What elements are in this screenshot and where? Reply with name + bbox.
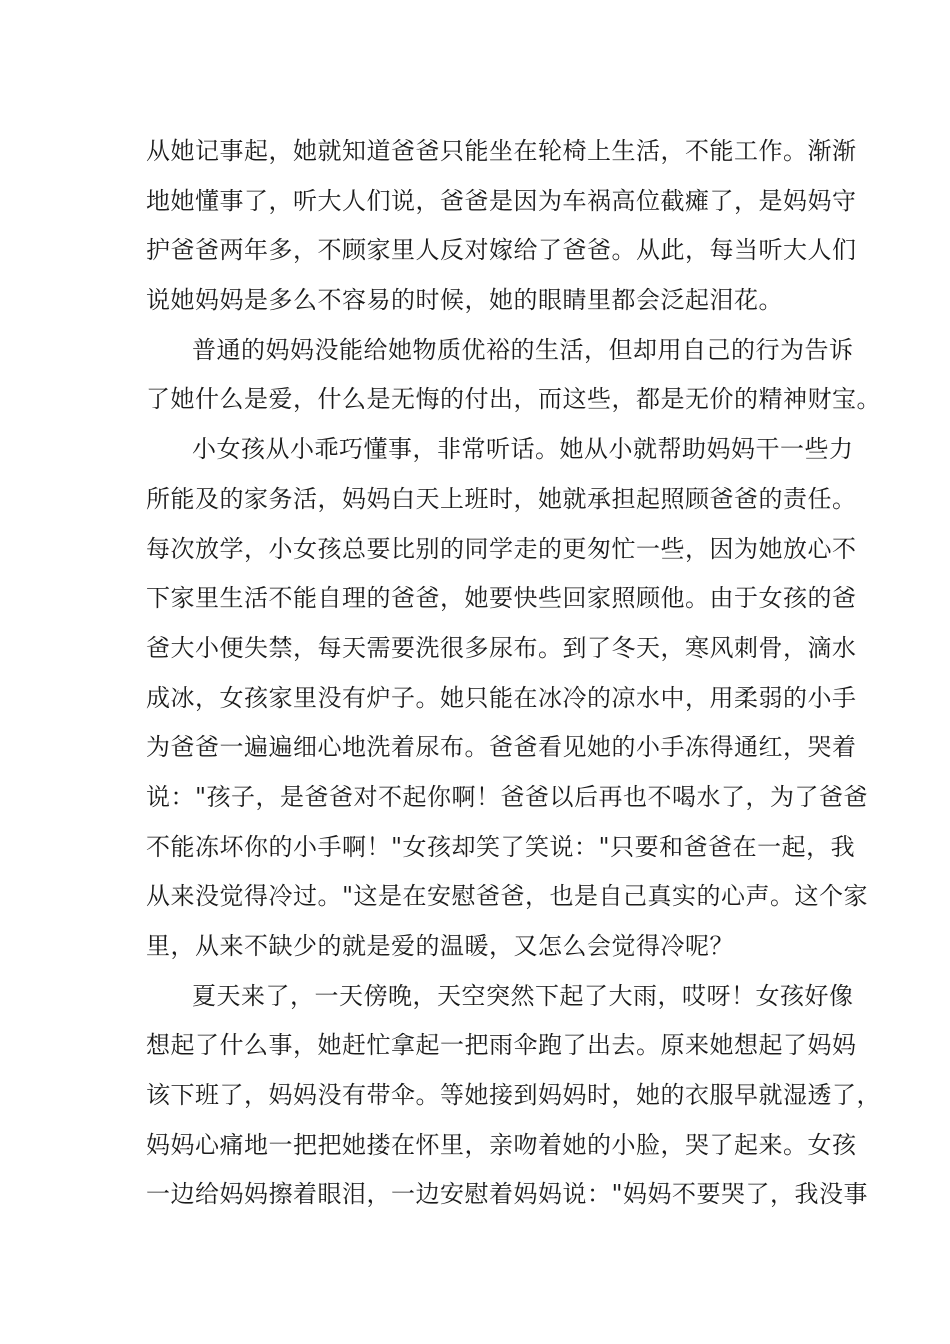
- text-line: 小女孩从小乖巧懂事，非常听话。她从小就帮助妈妈干一些力: [192, 435, 854, 464]
- text-line: 普通的妈妈没能给她物质优裕的生活，但却用自己的行为告诉: [192, 335, 854, 364]
- text-line: 夏天来了，一天傍晚，天空突然下起了大雨，哎呀！女孩好像: [192, 981, 854, 1010]
- text-line: 爸大小便失禁，每天需要洗很多尿布。到了冬天，寒风刺骨，滴水: [146, 633, 857, 662]
- text-line: 了她什么是爱，什么是无悔的付出，而这些，都是无价的精神财宝。: [146, 385, 881, 414]
- text-line: 不能冻坏你的小手啊！"女孩却笑了笑说："只要和爸爸在一起，我: [146, 832, 856, 861]
- text-line: 妈妈心痛地一把把她搂在怀里，亲吻着她的小脸，哭了起来。女孩: [146, 1130, 857, 1159]
- text-line: 所能及的家务活，妈妈白天上班时，她就承担起照顾爸爸的责任。: [146, 484, 857, 513]
- text-line: 想起了什么事，她赶忙拿起一把雨伞跑了出去。原来她想起了妈妈: [146, 1031, 857, 1060]
- text-line: 下家里生活不能自理的爸爸，她要快些回家照顾他。由于女孩的爸: [146, 584, 857, 613]
- text-line: 地她懂事了，听大人们说，爸爸是因为车祸高位截瘫了，是妈妈守: [146, 186, 857, 215]
- text-line: 说："孩子，是爸爸对不起你啊！爸爸以后再也不喝水了，为了爸爸: [146, 782, 869, 811]
- text-line: 一边给妈妈擦着眼泪，一边安慰着妈妈说："妈妈不要哭了，我没事: [146, 1180, 869, 1209]
- text-line: 说她妈妈是多么不容易的时候，她的眼睛里都会泛起泪花。: [146, 286, 783, 315]
- text-line: 里，从来不缺少的就是爱的温暖，又怎么会觉得冷呢？: [146, 932, 734, 960]
- text-line: 每次放学，小女孩总要比别的同学走的更匆忙一些，因为她放心不: [146, 534, 857, 563]
- text-line: 护爸爸两年多，不顾家里人反对嫁给了爸爸。从此，每当听大人们: [146, 236, 857, 265]
- text-line: 为爸爸一遍遍细心地洗着尿布。爸爸看见她的小手冻得通红，哭着: [146, 733, 857, 762]
- text-line: 从她记事起，她就知道爸爸只能坐在轮椅上生活，不能工作。渐渐: [146, 137, 857, 165]
- text-line: 从来没觉得冷过。"这是在安慰爸爸，也是自己真实的心声。这个家: [146, 882, 869, 911]
- text-line: 成冰，女孩家里没有炉子。她只能在冰冷的凉水中，用柔弱的小手: [146, 683, 857, 712]
- text-line: 该下班了，妈妈没有带伞。等她接到妈妈时，她的衣服早就湿透了，: [146, 1081, 881, 1110]
- body-text: [146, 127, 881, 1220]
